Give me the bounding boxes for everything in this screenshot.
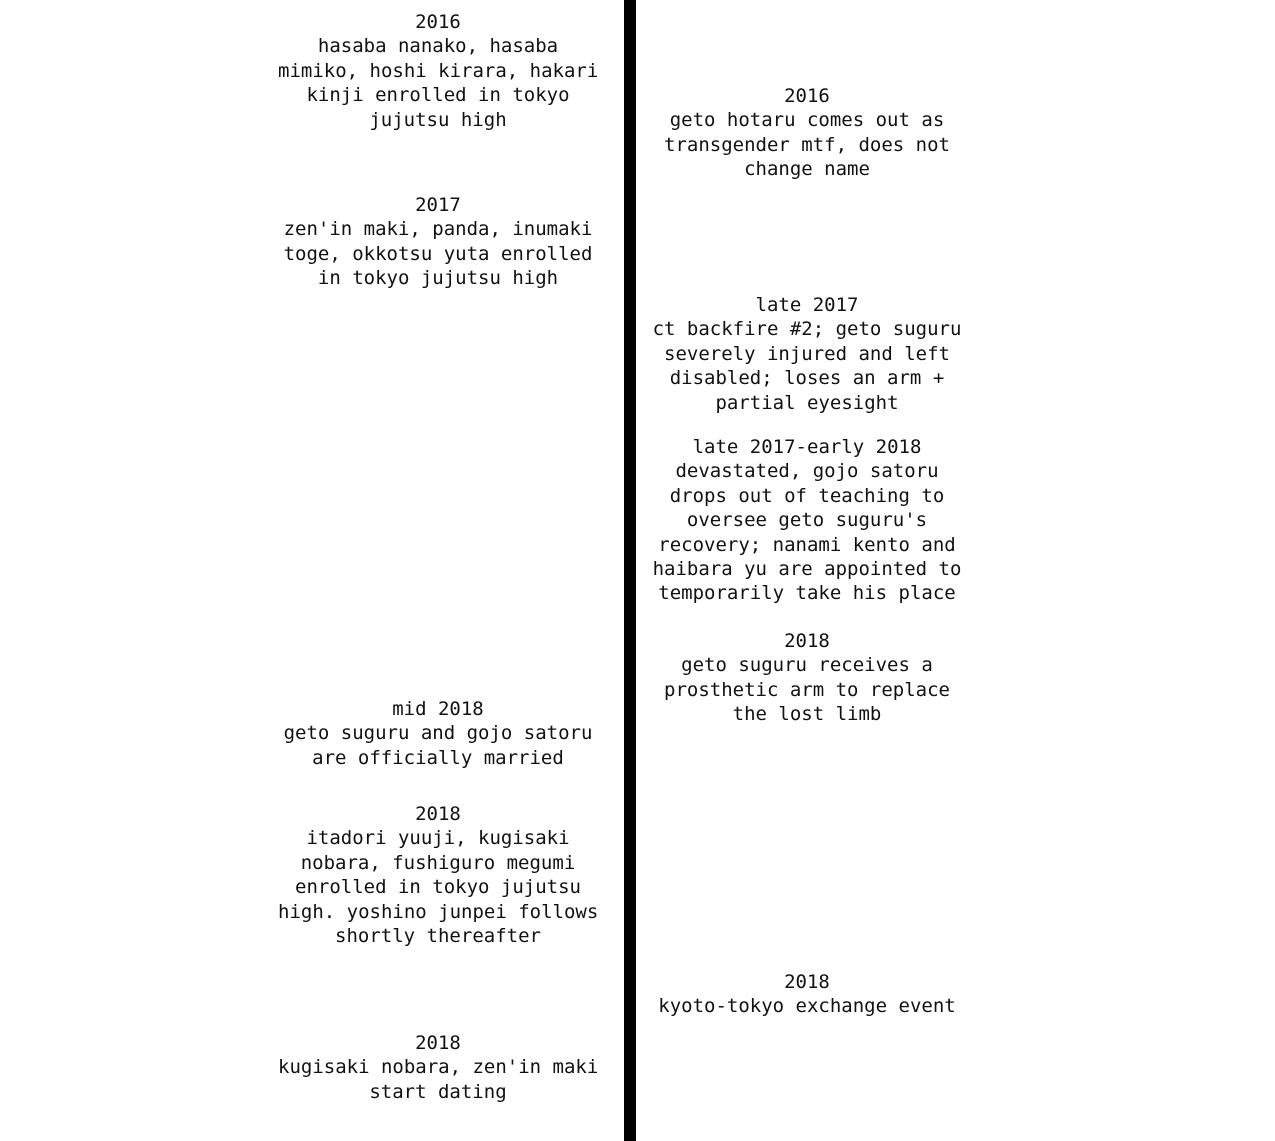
event-text-line: transgender mtf, does not <box>664 133 950 156</box>
event-text-line: geto suguru receives a <box>681 654 933 677</box>
event-text-line: zen'in maki, panda, inumaki <box>283 218 593 241</box>
event-text-line: high. yoshino junpei follows <box>278 900 599 923</box>
event-date: mid 2018 <box>392 698 484 720</box>
timeline-spine <box>624 0 636 1141</box>
event-text-line: mimiko, hoshi kirara, hakari <box>278 59 599 82</box>
event-text-line: kinji enrolled in tokyo <box>306 84 570 107</box>
event-text-line: disabled; loses an arm + <box>669 367 945 390</box>
timeline-event-right <box>652 293 962 415</box>
event-text-line: the lost limb <box>732 703 882 726</box>
event-text-line: hasaba nanako, hasaba <box>317 35 559 58</box>
event-text-line: ct backfire #2; geto suguru <box>652 318 962 341</box>
event-text-line: temporarily take his place <box>658 582 956 605</box>
timeline-event-left <box>278 1031 598 1104</box>
timeline-event-right <box>652 84 962 182</box>
event-text-line: oversee geto suguru's <box>686 509 928 532</box>
event-text-line: geto hotaru comes out as <box>669 109 945 132</box>
timeline-event-right <box>652 435 962 606</box>
timeline-event-right <box>652 629 962 727</box>
event-text-line: geto suguru and gojo satoru <box>283 722 593 745</box>
timeline-event-left <box>278 697 598 770</box>
event-text-line: enrolled in tokyo jujutsu <box>295 876 581 899</box>
event-text-line: jujutsu high <box>369 108 507 131</box>
timeline-event-left <box>278 10 598 132</box>
event-text-line: prosthetic arm to replace <box>664 678 950 701</box>
event-text-line: kugisaki nobara, zen'in maki <box>278 1056 599 1079</box>
event-text-line: shortly thereafter <box>335 925 541 948</box>
event-text-line: haibara yu are appointed to <box>652 558 962 581</box>
timeline-event-right <box>652 970 962 1019</box>
event-text-line: devastated, gojo satoru <box>675 460 939 483</box>
event-date: late 2017-early 2018 <box>692 436 922 458</box>
event-text-line: itadori yuuji, kugisaki <box>306 827 570 850</box>
event-text-line: are officially married <box>312 746 564 769</box>
timeline-event-left <box>278 193 598 291</box>
event-text-line: partial eyesight <box>715 391 899 414</box>
event-text-line: nobara, fushiguro megumi <box>300 851 576 874</box>
event-text-line: in tokyo jujutsu high <box>317 267 559 290</box>
event-text-line: drops out of teaching to <box>669 484 945 507</box>
event-date: 2018 <box>415 1032 461 1054</box>
event-date: 2016 <box>784 85 830 107</box>
event-date: late 2017 <box>755 294 859 316</box>
event-text-line: start dating <box>369 1080 507 1103</box>
event-date: 2016 <box>415 11 461 33</box>
event-text-line: kyoto-tokyo exchange event <box>658 995 956 1018</box>
event-date: 2018 <box>784 630 830 652</box>
event-date: 2018 <box>415 803 461 825</box>
event-date: 2018 <box>784 971 830 993</box>
event-text-line: recovery; nanami kento and <box>658 533 956 556</box>
event-date: 2017 <box>415 194 461 216</box>
event-text-line: severely injured and left <box>664 342 950 365</box>
event-text-line: toge, okkotsu yuta enrolled <box>283 242 593 265</box>
timeline-event-left <box>278 802 598 948</box>
event-text-line: change name <box>744 158 870 181</box>
